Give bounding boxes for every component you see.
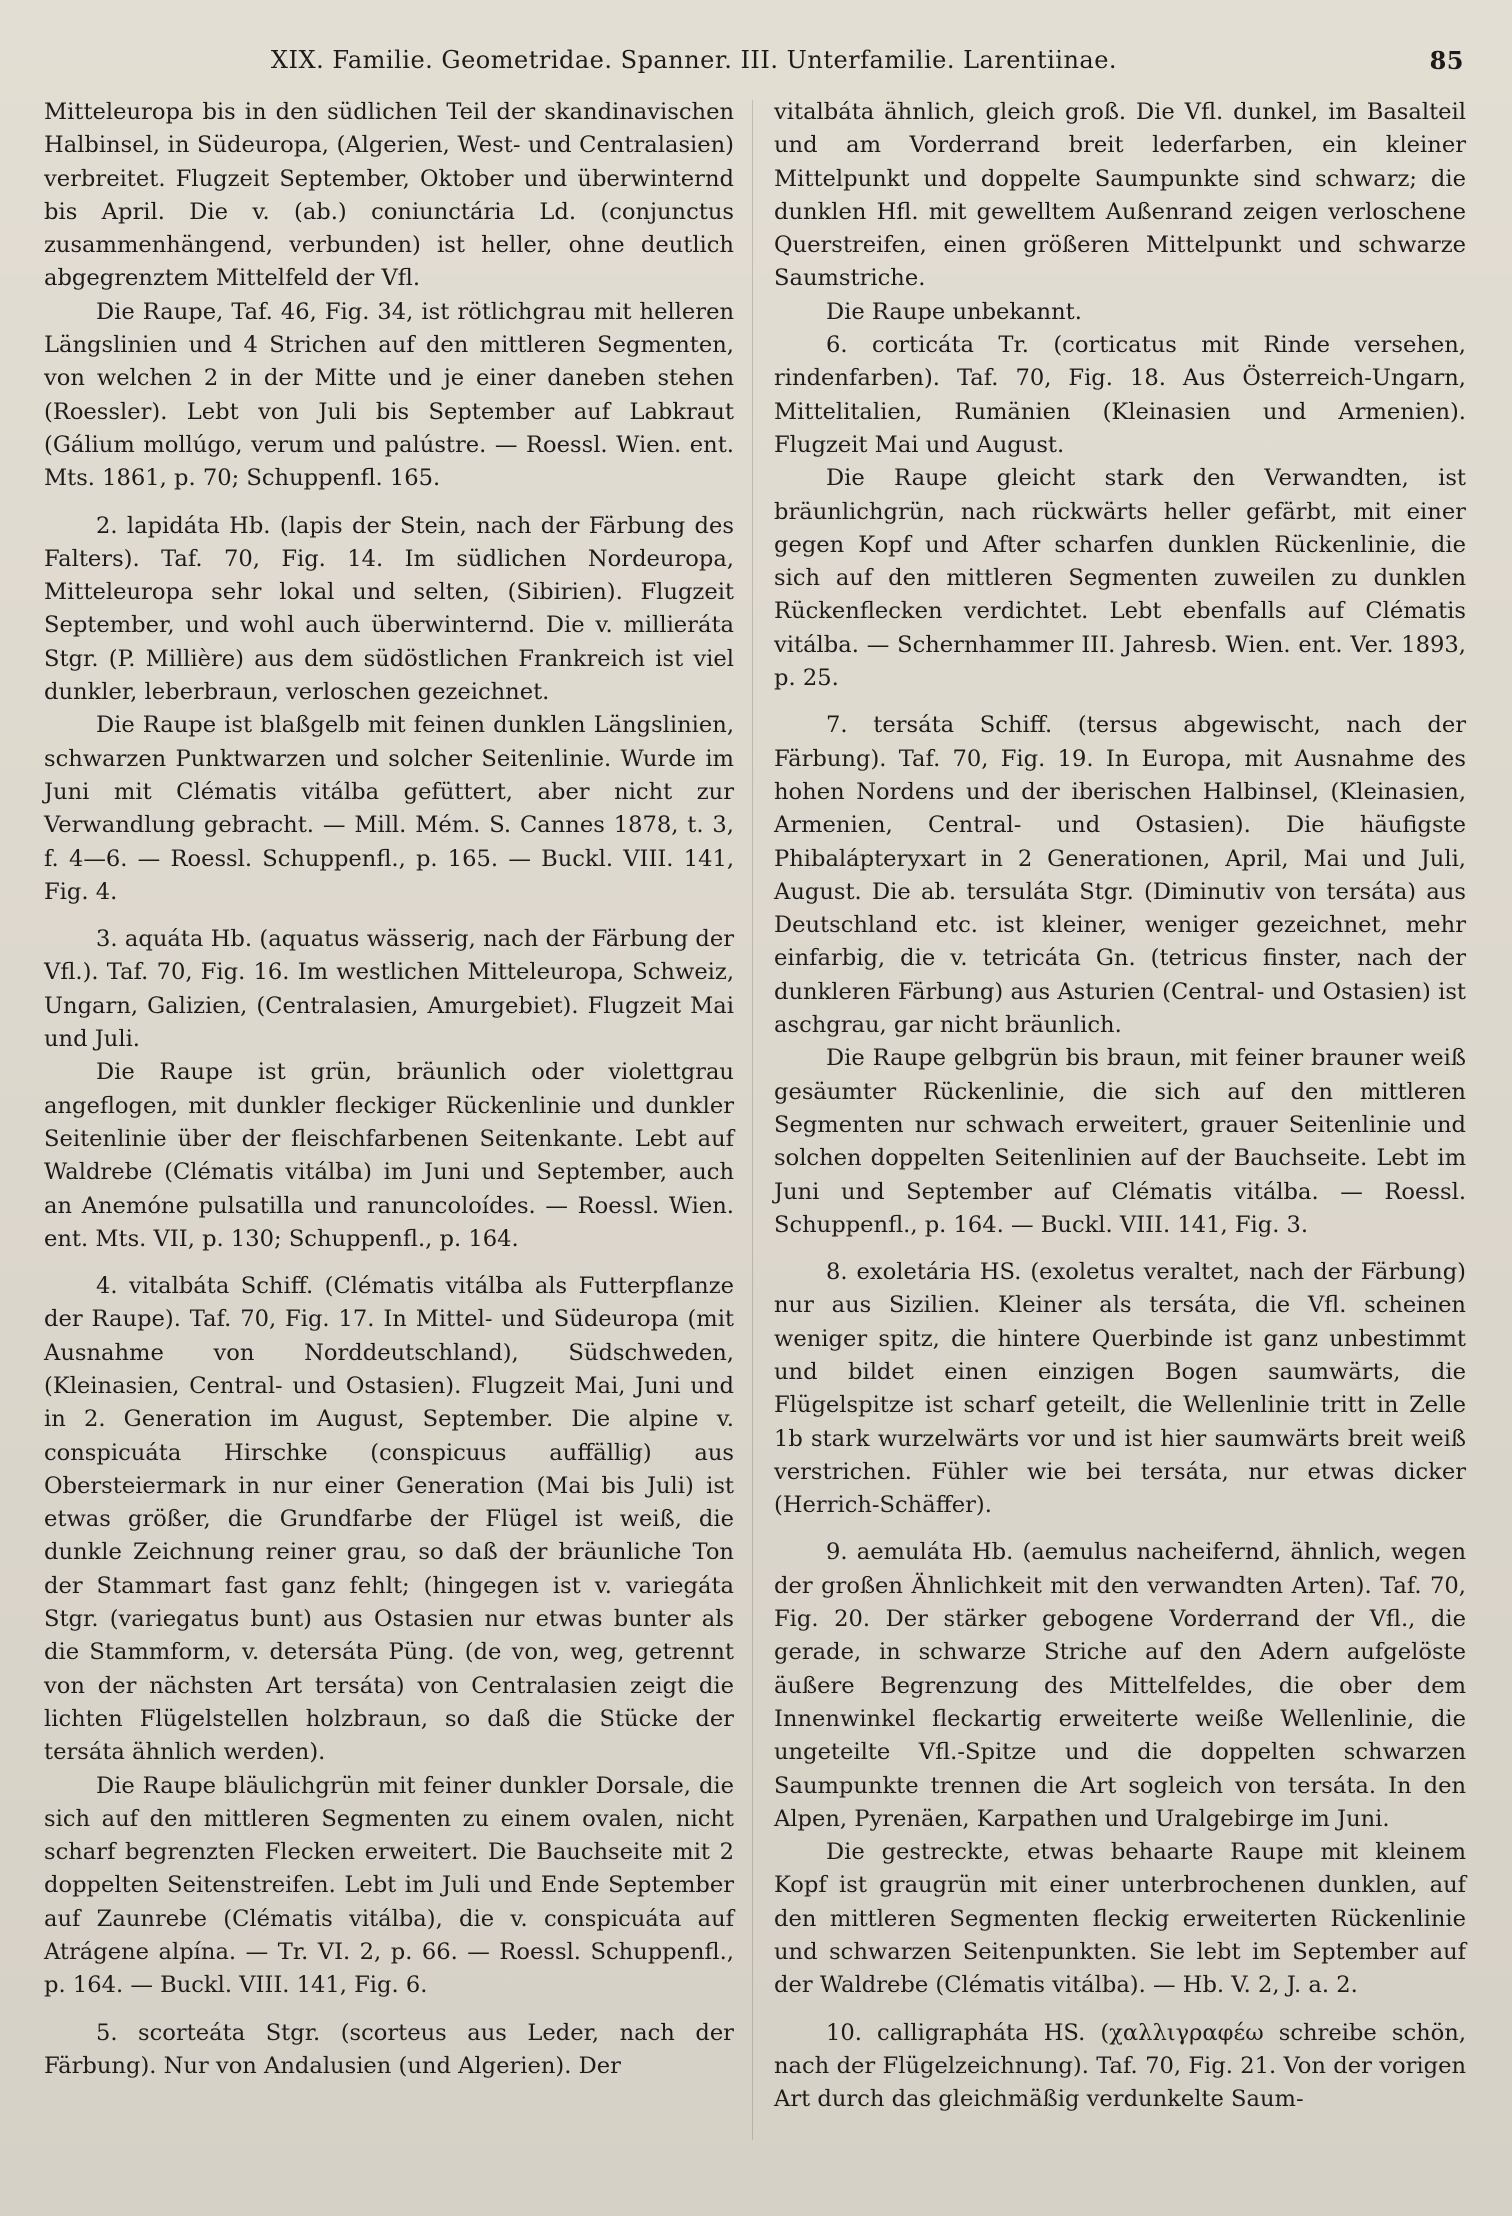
paragraph: Die Raupe bläulichgrün mit feiner dunkler Dorsale, die sich auf den mittleren Segmenten zu einem ovalen, nicht scharf begrenzten Flecken erweitert. Die Bauchseite mit 2 doppelten Seitenstreifen. Lebt im Juli und Ende September auf Zaunrebe (Clématis vitálba), die v. conspicuáta auf Atrágene alpína. — Tr. VI. 2, p. 66. — Roessl. Schuppenfl., p. 164. — Buckl. VIII. 141, Fig. 6. — [44, 1772, 734, 1999]
species-entry-corticata: 6. corticáta Tr. (corticatus mit Rinde versehen, rindenfarben). Taf. 70, Fig. 18. Aus Österreich-Ungarn, Mittelitalien, Rumänien (Kleinasien und Armenien). Flugzeit Mai und August. — [774, 332, 1466, 458]
paragraph: Mitteleuropa bis in den südlichen Teil der skandinavischen Halbinsel, in Südeuropa, (Algerien, West- und Centralasien) verbreitet. Flugzeit September, Oktober und überwinternd bis April. Die v. (ab.) coniunctária Ld. (conjunctus zusammenhängend, verbunden) ist heller, ohne deutlich abgegrenztem Mittelfeld der Vfl. — [44, 99, 734, 292]
left-column — [44, 96, 734, 2083]
species-entry-calligraphata: 10. calligrapháta HS. (χαλλιγραφέω schreibe schön, nach der Flügelzeichnung). Taf. 70, Fig. 21. Von der vorigen Art durch das gleichmäßig verdunkelte Saum- — [774, 2019, 1466, 2113]
page-number: 85 — [1429, 46, 1464, 75]
paragraph: Die Raupe gleicht stark den Verwandten, ist bräunlichgrün, nach rückwärts heller gefärbt, mit einer gegen Kopf und After scharfen dunklen Rückenlinie, die sich auf den mittleren Segmenten zuweilen zu dunklen Rückenflecken verdichtet. Lebt ebenfalls auf Clématis vitálba. — Schernhammer III. Jahresb. Wien. ent. Ver. 1893, p. 25. — [774, 465, 1466, 692]
paragraph: Die Raupe, Taf. 46, Fig. 34, ist rötlichgrau mit helleren Längslinien und 4 Strichen auf den mittleren Segmenten, von welchen 2 in der Mitte und je einer daneben stehen (Roessler). Lebt von Juli bis September auf Labkraut (Gálium mollúgo, verum und palústre. — Roessl. Wien. ent. Mts. 1861, p. 70; Schuppenfl. 165. — [44, 298, 734, 492]
species-entry-tersata: 7. tersáta Schiff. (tersus abgewischt, nach der Färbung). Taf. 70, Fig. 19. In Europa, mit Ausnahme des hohen Nordens und der iberischen Halbinsel, (Kleinasien, Armenien, Central- und Ostasien). Die häufigste Phibalápteryxart in 2 Generationen, April, Mai und Juli, August. Die ab. tersuláta Stgr. (Diminutiv von tersáta) aus Deutschland etc. ist kleiner, weniger gezeichnet, mehr einfarbig, die v. tetricáta Gn. (tetricus finster, nach der dunkleren Färbung) aus Asturien (Central- und Ostasien) ist aschgrau, gar nicht bräunlich. — [774, 712, 1466, 1039]
species-entry-aquata: 3. aquáta Hb. (aquatus wässerig, nach der Färbung der Vfl.). Taf. 70, Fig. 16. Im westlichen Mitteleuropa, Schweiz, Ungarn, Galizien, (Centralasien, Amurgebiet). Flugzeit Mai und Juli. — [44, 926, 734, 1053]
paragraph: vitalbáta ähnlich, gleich groß. Die Vfl. dunkel, im Basalteil und am Vorderrand breit lederfarben, ein kleiner Mittelpunkt und doppelte Saumpunkte sind schwarz; die dunklen Hfl. mit gewelltem Außenrand zeigen verloschene Querstreifen, einen größeren Mittelpunkt und schwarze Saumstriche. — [774, 99, 1466, 292]
running-header — [44, 46, 1464, 86]
species-entry-exoletaria: 8. exoletária HS. (exoletus veraltet, nach der Färbung) nur aus Sizilien. Kleiner als tersáta, die Vfl. scheinen weniger spitz, die hintere Querbinde ist ganz unbestimmt und bildet einen einzigen Bogen saumwärts, die Flügelspitze ist scharf geteilt, die Wellenlinie tritt in Zelle 1b stark wurzelwärts vor und ist hier saumwärts breit weiß verstrichen. Fühler wie bei tersáta, nur etwas dicker (Herrich-Schäffer). — [774, 1259, 1466, 1519]
species-entry-aemulata: 9. aemuláta Hb. (aemulus nacheifernd, ähnlich, wegen der großen Ähnlichkeit mit den verwandten Arten). Taf. 70, Fig. 20. Der stärker gebogene Vorderrand der Vfl., die gerade, in schwarze Striche auf den Adern aufgelöste äußere Begrenzung des Mittelfeldes, die ober dem Innenwinkel fleckartig erweiterte weiße Wellenlinie, die ungeteilte Vfl.-Spitze und die doppelten schwarzen Saumpunkte trennen die Art sogleich von tersáta. In den Alpen, Pyrenäen, Karpathen und Uralgebirge im Juni. — [774, 1539, 1466, 1832]
paragraph: Die Raupe gelbgrün bis braun, mit feiner brauner weiß gesäumter Rückenlinie, die sich auf den mittleren Segmenten nur schwach erweitert, grauer Seitenlinie und solchen doppelten Seitenlinien auf der Bauchseite. Lebt im Juni und September auf Clématis vitálba. — Roessl. Schuppenfl., p. 164. — Buckl. VIII. 141, Fig. 3. — [774, 1045, 1466, 1238]
paragraph: Die Raupe unbekannt. — [826, 298, 1082, 325]
paragraph: Die Raupe ist blaßgelb mit feinen dunklen Längslinien, schwarzen Punktwarzen und solcher Seitenlinie. Wurde im Juni mit Clématis vitálba gefüttert, aber nicht zur Verwandlung gebracht. — Mill. Mém. S. Cannes 1878, t. 3, f. 4—6. — Roessl. Schuppenfl., p. 165. — Buckl. VIII. 141, Fig. 4. — [44, 712, 734, 905]
right-column — [774, 96, 1466, 2117]
species-entry-lapidata: 2. lapidáta Hb. (lapis der Stein, nach der Färbung des Falters). Taf. 70, Fig. 14. Im südlichen Nordeuropa, Mitteleuropa sehr lokal und selten, (Sibirien). Flugzeit September, und wohl auch überwinternd. Die v. millieráta Stgr. (P. Millière) aus dem südöstlichen Frankreich ist viel dunkler, leberbraun, verloschen gezeichnet. — [44, 512, 734, 706]
column-divider — [752, 100, 753, 2140]
species-entry-scorteata: 5. scorteáta Stgr. (scorteus aus Leder, nach der Färbung). Nur von Andalusien (und Algerien). Der — [44, 2019, 734, 2079]
header-title: XIX. Familie. Geometridae. Spanner. III. Unterfamilie. Larentiinae. — [270, 46, 1118, 74]
species-entry-vitalbata: 4. vitalbáta Schiff. (Clématis vitálba als Futterpflanze der Raupe). Taf. 70, Fig. 17. In Mittel- und Südeuropa (mit Ausnahme von Norddeutschland), Südschweden, (Kleinasien, Central- und Ostasien). Flugzeit Mai, Juni und in 2. Generation im August, September. Die alpine v. conspicuáta Hirschke (conspicuus auffällig) aus Obersteiermark in nur einer Generation (Mai bis Juli) ist etwas größer, die Grundfarbe der Flügel ist weiß, die dunkle Zeichnung reiner grau, so daß der bräunliche Ton der Stammart fast ganz fehlt; (hingegen ist v. variegáta Stgr. (variegatus bunt) aus Ostasien nur etwas bunter als die Stammform, v. detersáta Püng. (de von, weg, getrennt von der nächsten Art tersáta) von Centralasien zeigt die lichten Flügelstellen holzbraun, so daß die Stücke der tersáta ähnlich werden). — [44, 1273, 734, 1766]
paragraph: Die Raupe ist grün, bräunlich oder violettgrau angeflogen, mit dunkler fleckiger Rückenlinie und dunkler Seitenlinie über der fleischfarbenen Seitenkante. Lebt auf Waldrebe (Clématis vitálba) im Juni und September, auch an Anemóne pulsatilla und ranuncoloídes. — Roessl. Wien. ent. Mts. VII, p. 130; Schuppenfl., p. 164. — [44, 1059, 734, 1252]
paragraph: Die gestreckte, etwas behaarte Raupe mit kleinem Kopf ist graugrün mit einer unterbrochenen dunklen, auf den mittleren Segmenten fleckig erweiterten Rückenlinie und schwarzen Seitenpunkten. Sie lebt im September auf der Waldrebe (Clématis vitálba). — Hb. V. 2, J. a. 2. — [774, 1839, 1466, 1999]
